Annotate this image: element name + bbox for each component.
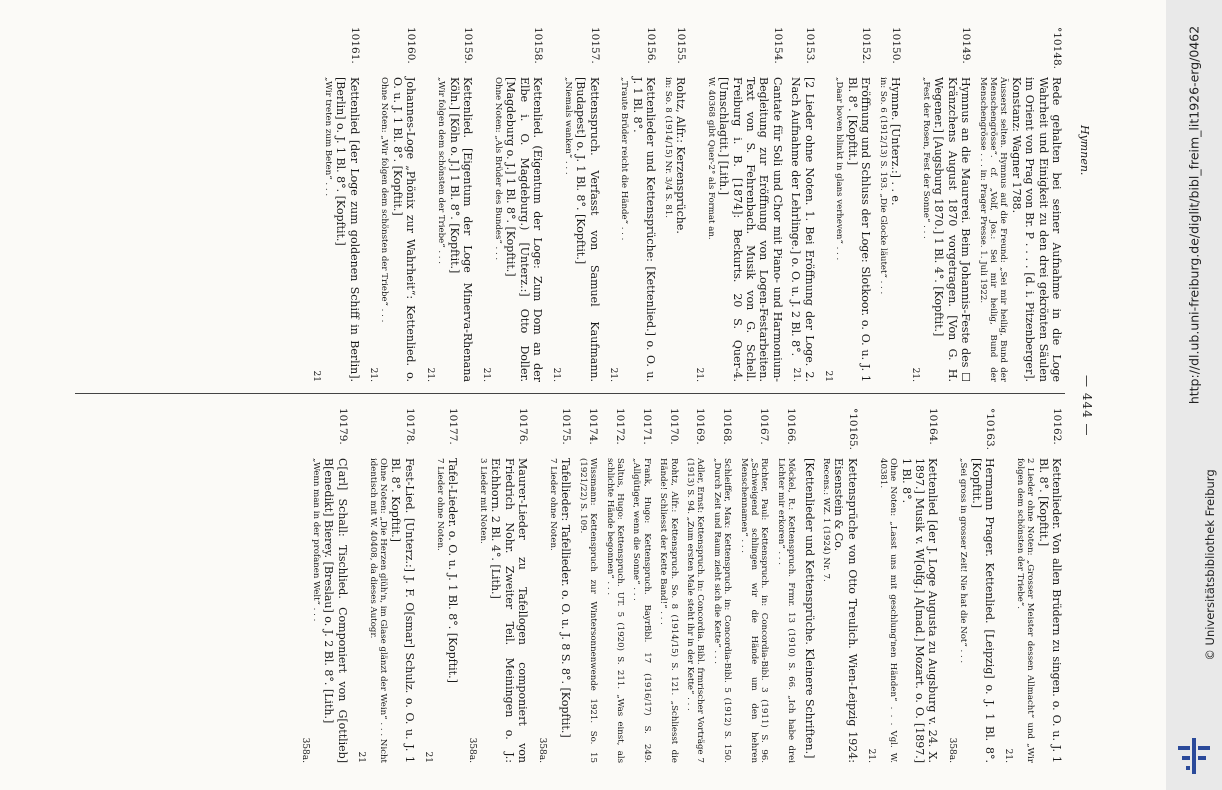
entry-number: 10164. bbox=[927, 408, 940, 445]
entry-number: 10149. bbox=[960, 27, 973, 64]
entry-note: in: So. 8 (1914/15) Nr. 3/4 S. 81. bbox=[662, 77, 673, 219]
entry-body bbox=[662, 77, 687, 382]
column-divider bbox=[75, 393, 1065, 394]
entry-text: Hermann Prager. Kettenlied. [Leipzig] o. J. 1 Bl. 8°. [Kopftit.] bbox=[969, 458, 996, 763]
rotated-page bbox=[63, 15, 1103, 775]
entry-note: Möckel, R.: Kettenspruch. Frmr. 13 (1910) S. 66. „Ich habe drei Lichter mir erkoren“ . . . bbox=[775, 458, 797, 763]
entry-text: Eröffnung und Schluss der Loge: Slotkoor. o. O. u. J. 1 Bl. 8°. [Kopftit.] bbox=[845, 77, 873, 382]
entry-number: °10148. bbox=[1051, 27, 1063, 69]
entry-note: Ohne Noten: „Wir folgen dem schönsten der Triebe“ . . . bbox=[379, 77, 390, 323]
entry-shelfmark: 21 bbox=[311, 370, 322, 382]
entry-note: „Traute Brüder reicht die Hände“ . . . bbox=[619, 77, 630, 241]
bibliography-entry bbox=[775, 408, 797, 763]
entry-body bbox=[464, 458, 529, 763]
bibliography-entry bbox=[421, 408, 459, 763]
entry-body bbox=[907, 77, 972, 382]
entry-note: „Daar boven blinkt in glans verheven“ . . . bbox=[834, 77, 845, 261]
bibliography-entry bbox=[606, 27, 658, 382]
bibliography-entry bbox=[549, 27, 601, 382]
entry-body bbox=[297, 458, 349, 763]
entry-number: 10171. bbox=[640, 408, 653, 445]
copyright-notice: © Universitätsbibliothek Freiburg bbox=[1203, 469, 1217, 661]
bibliography-entry bbox=[738, 408, 770, 763]
entry-body bbox=[577, 458, 599, 763]
entry-number: °10163. bbox=[983, 408, 996, 450]
entry-body bbox=[944, 458, 996, 763]
entry-note: Recens.: WZ. 1 (1924) Nr. 7. bbox=[821, 458, 832, 582]
entry-shelfmark: 358a. bbox=[299, 737, 310, 763]
entry-number: 10170. bbox=[667, 408, 680, 445]
bibliography-entry bbox=[577, 408, 599, 763]
entry-note: Rohtz, Alfr.: Kettenspruch. So. 8 (1914/15) S. 121. „Schliesst die Hände! Schliesst der Kette Band!“ . . . bbox=[658, 458, 679, 763]
source-url[interactable]: http://dl.ub.uni-freiburg.de/diglit/bibl_freim_lit1926-erg/0462 bbox=[1186, 25, 1202, 405]
bibliography-entry bbox=[802, 408, 815, 763]
left-column bbox=[304, 27, 1063, 382]
bibliography-entry bbox=[658, 408, 680, 763]
entry-number: 10152. bbox=[860, 27, 873, 64]
entry-note: Ohne Noten: „Als Brüder des Bundes“ . . . bbox=[492, 77, 503, 261]
entry-body bbox=[789, 77, 816, 382]
bibliography-entry bbox=[479, 27, 544, 382]
entry-body bbox=[606, 77, 658, 382]
entry-note: W. 40368 gibt Quer-2° als Format an. bbox=[705, 77, 716, 240]
bibliography-entry bbox=[864, 408, 939, 763]
bibliography-entry bbox=[977, 27, 1063, 382]
entry-note: Ohne Noten: „Die Herzen glüh'n, im Glase glänzt der Wein“ . . . Nicht identisch mit W. 40408, da dieses Autogr. bbox=[367, 458, 389, 763]
bibliography-entry bbox=[685, 408, 707, 763]
entry-note: Äusserst selten. Hymnus auf die Freund: „Sei mir heilig, Bund der Menschengrösse“. cf. „Volf, Jos.: Sei mir heilig, Bund der Menschengrösse . . . in: Prager Presse. 1. Juli 1922. bbox=[977, 77, 1009, 382]
entry-shelfmark: 21. bbox=[481, 367, 492, 382]
entry-text: Hymne. [Unterz.:] . . e. bbox=[889, 77, 903, 206]
entry-text: Maurer-Lieder zu Tafellogen componiert von Friedrich Nohr. Zweiter Teil. Meiningen o. J.: Eichhorn. 2 Bl. 4°. [Lith.] bbox=[489, 458, 530, 763]
bibliography-entry bbox=[1001, 408, 1063, 763]
entry-number: 10154. bbox=[771, 27, 784, 64]
entry-note: Saltus, Hugo: Kettenspruch. UT. 5 (1920) S. 211. „Was einst, als schlichte Hände begonnen“ . . . bbox=[604, 458, 625, 763]
entry-body bbox=[1001, 458, 1063, 763]
entry-number: 10150. bbox=[890, 27, 903, 64]
entry-shelfmark: 358a. bbox=[466, 737, 477, 763]
entry-body bbox=[821, 77, 873, 382]
entry-number: 10174. bbox=[587, 408, 600, 445]
entry-shelfmark: 21. bbox=[1003, 748, 1014, 763]
entry-note: „Sei gross in grosser Zeit! Nie hat die Not“ . . . bbox=[958, 458, 969, 664]
entry-text: Kettenlied. (Eigentum der Loge: Zum Dom an der Elbe i. O. Magdeburg.) [Unterz.:] Otto Doller. [Magdeburg o. J.] 1 Bl. 8°. [Kopftit.] bbox=[504, 77, 544, 382]
entry-body bbox=[977, 77, 1063, 382]
running-head: Hymnen. bbox=[1078, 125, 1091, 176]
entry-number: 10177. bbox=[447, 408, 460, 445]
entry-shelfmark: 21. bbox=[551, 367, 562, 382]
entry-shelfmark: 21. bbox=[608, 367, 618, 382]
bibliography-entry bbox=[366, 27, 418, 382]
entry-text: Kettenlieder und Kettensprüche: [Kettenlied.] o. O. u. J. 1 Bl. 8°. bbox=[630, 77, 658, 382]
entry-number: 10162. bbox=[1051, 408, 1063, 445]
entry-text: Fest-Lied. [Unterz.:] J. F. O[smar] Schulz. o. O. u. J. 1 Bl. 8°. Kopftit.] bbox=[389, 458, 416, 763]
entry-note: Schleiffer, Max: Kettenspruch. in: Concordia-Bibl. 5 (1912) S. 150. „Durch Zeit und Raum zieht sich die Kette“ . . . bbox=[711, 458, 733, 763]
bibliography-entry bbox=[711, 408, 733, 763]
entry-number: °10165. bbox=[846, 408, 859, 450]
entry-shelfmark: 21. bbox=[424, 367, 435, 382]
entry-body bbox=[354, 458, 416, 763]
entry-note: 7 Lieder ohne Noten. bbox=[547, 458, 558, 551]
bibliography-entry bbox=[464, 408, 529, 763]
entry-body bbox=[821, 458, 859, 763]
bibliography-entry bbox=[692, 27, 784, 382]
entry-text: Rohtz, Alfr.: Kerzensprüche. bbox=[674, 77, 688, 234]
entry-number: 10178. bbox=[403, 408, 416, 445]
bibliography-entry bbox=[821, 27, 873, 382]
library-logo-icon bbox=[1174, 736, 1214, 776]
entry-note: Adler, Ernst: Kettenspruch. in: Concordia. Bibl. frmrischer Vorträge 7 (1913) S. 94. „Zum ersten Male steht ihr in der Kette“ . . . bbox=[685, 458, 706, 763]
entry-note: in: So. 6 (1912/13) S. 193. „Die Glocke läutet“ . . . bbox=[877, 77, 888, 295]
bibliography-entry bbox=[604, 408, 626, 763]
entry-note: Frank, Hugo: Kettenspruch. BayrBbl. 17 (1916/17) S. 249. „Allgütiger, wenn die Sonne“ . . . bbox=[631, 458, 652, 763]
entry-body bbox=[802, 458, 815, 763]
entry-body bbox=[631, 458, 653, 763]
entry-number: 10176. bbox=[517, 408, 530, 445]
entry-number: 10166. bbox=[785, 408, 798, 445]
entry-body bbox=[309, 77, 361, 382]
entry-text: [Kettenlieder und Kettensprüche. Kleinere Schriften.] bbox=[802, 458, 816, 759]
entry-note: 2 Lieder ohne Noten: „Grosser Meister dessen Allmacht“ und „Wir folgen dem schönsten der Triebe“. bbox=[1014, 458, 1036, 763]
entry-note: „Niemals wanken“ . . . bbox=[562, 77, 573, 175]
entry-text: C[arl] Schall: Tischlied. Componiert von G[ottlieb] B[enedikt] Bierey. [Breslau] o. J. 2 Bl. 8°. [Lith.] bbox=[322, 458, 349, 763]
entry-note: „Wenn man in der profanen Welt“ . . . bbox=[311, 458, 322, 622]
bibliography-entry bbox=[944, 408, 996, 763]
bibliography-entry bbox=[789, 27, 816, 382]
entry-body bbox=[738, 458, 770, 763]
entry-text: Kettenlieder. Von allen Brüdern zu singen. o. O. u. J. 1 Bl. 8°. [Kopftit.] bbox=[1036, 458, 1063, 763]
bibliography-entry bbox=[877, 27, 902, 382]
entry-number: 10175. bbox=[560, 408, 573, 445]
entry-body bbox=[549, 77, 601, 382]
bibliography-entry bbox=[662, 27, 687, 382]
bibliography-entry bbox=[821, 408, 859, 763]
entry-body bbox=[711, 458, 733, 763]
bibliography-entry bbox=[309, 27, 361, 382]
bibliography-entry bbox=[354, 408, 416, 763]
entry-note: „Wir treten zum Beten“ . . . bbox=[322, 77, 333, 197]
entry-text: Rede gehalten bei seiner Aufnahme in die Loge Wahrheit und Einigkeit zu den drei gekrönten Säulen im Orient von Prag von Br. P . . . . [d. i. Pitzenberger]. Konstanz: Wagner 1788. bbox=[1009, 77, 1063, 382]
entry-note: Ohne Noten: „Lasst uns mit geschlung'nen Händen“ . . . Vgl. W. 40381. bbox=[877, 458, 899, 763]
entry-body bbox=[366, 77, 418, 382]
entry-number: 10167. bbox=[758, 408, 771, 445]
entry-shelfmark: 21. bbox=[694, 367, 705, 382]
entry-shelfmark: 358a. bbox=[946, 737, 957, 763]
entry-note: „Wir folgen dem schönsten der Triebe“ . . . bbox=[436, 77, 447, 264]
entry-text: Kettenspruch. Verfasst von Samuel Kaufmann. [Budapest] o. J. 1 Bl. 8°. [Kopftit.] bbox=[574, 77, 601, 382]
page-number: — 444 — bbox=[1080, 375, 1094, 437]
entry-body bbox=[422, 77, 474, 382]
entry-note: 3 Lieder mit Noten. bbox=[477, 458, 488, 544]
entry-text: [2 Lieder ohne Noten. 1. Bei Eröffnung der Loge. 2. Nach Aufnahme der Lehrlinge.] o. O. u. J. 2 Bl. 8°. bbox=[789, 77, 816, 382]
entry-text: Hymnus an die Maurerei. Beim Johannis-Feste des ☐ Kränzchens August 1870 vorgetragen. [Von G. H. Wegener.] [Augsburg 1870.] 1 Bl. 4°. [Kopftit.] bbox=[932, 77, 973, 382]
entry-number: 10172. bbox=[614, 408, 626, 445]
entry-body bbox=[692, 77, 784, 382]
entry-text: Kettenlied [der Loge zum goldenen Schiff in Berlin]. [Berlin] o. J. 1 Bl. 8°. [Kopftit.] bbox=[334, 77, 361, 382]
bibliography-entry bbox=[422, 27, 474, 382]
entry-number: 10168. bbox=[721, 408, 734, 445]
entry-number: 10160. bbox=[405, 27, 418, 64]
entry-text: Kettenlied [der J. Loge Augusta zu Augsburg v. 24. X. 1897.] Musik v. W[olfg.] A[mad.] Mozart. o. O. [1897.] 1 Bl. 8°. bbox=[899, 458, 940, 763]
entry-note: „Fest der Rosen, Fest der Sonne“ . . . bbox=[920, 77, 931, 239]
entry-body bbox=[877, 77, 902, 382]
entry-note: 7 Lieder ohne Noten. bbox=[434, 458, 445, 551]
entry-number: 10161. bbox=[348, 27, 361, 64]
entry-number: 10155. bbox=[675, 27, 688, 64]
entry-note: Wissmann: Kettenspruch zur Wintersonnenwende 1921. So. 15 (1921/22) S. 109. bbox=[577, 458, 599, 763]
entry-number: 10156. bbox=[645, 27, 658, 64]
entry-shelfmark: 21. bbox=[866, 748, 877, 763]
page-header bbox=[1075, 15, 1093, 775]
entry-text: Tafellieder: Tafellieder. o. O. u. J. 8 S. 8°. [Kopftit.] bbox=[559, 458, 573, 738]
entry-body bbox=[864, 458, 939, 763]
bibliography-entry bbox=[907, 27, 972, 382]
entry-shelfmark: 21 bbox=[356, 751, 367, 763]
entry-number: 10158. bbox=[531, 27, 544, 64]
entry-shelfmark: 358a. bbox=[536, 737, 547, 763]
entry-text: Kettenlied. [Eigentum der Loge Minerva-Rhenana Köln.] [Köln o. J.] 1 Bl. 8°. [Kopftit.] bbox=[447, 77, 474, 382]
entry-number: 10157. bbox=[588, 27, 601, 64]
bibliography-entry bbox=[534, 408, 572, 763]
entry-note: Richter, Paul: Kettenspruch. in: Concordia-Bibl. 3 (1911) S. 96. „Schweigend schlingen wir die Hände um den hehren Menschennamen“ . . . bbox=[738, 458, 770, 763]
entry-shelfmark: 21 bbox=[823, 370, 834, 382]
entry-body bbox=[421, 458, 459, 763]
bibliography-entry bbox=[297, 408, 349, 763]
entry-number bbox=[802, 408, 815, 458]
entry-text: Kettensprüche von Otto Treulich. Wien-Leipzig 1924: Eisenstein & Co. bbox=[832, 458, 859, 763]
right-column bbox=[292, 408, 1063, 763]
entry-number: 10169. bbox=[694, 408, 707, 445]
entry-body bbox=[775, 458, 797, 763]
entry-body bbox=[685, 458, 707, 763]
entry-number: 10153. bbox=[803, 27, 816, 64]
entry-body bbox=[534, 458, 572, 763]
entry-number: 10159. bbox=[461, 27, 474, 64]
entry-body bbox=[604, 458, 626, 763]
entry-number: 10179. bbox=[336, 408, 349, 445]
sidebar-strip bbox=[1166, 0, 1222, 790]
entry-text: Johannes-Loge „Phönix zur Wahrheit“: Kettenlied. o. O. u. J. 1 Bl. 8°. [Kopftit.] bbox=[390, 77, 418, 382]
entry-shelfmark: 21 bbox=[423, 751, 434, 763]
entry-shelfmark: 21. bbox=[909, 367, 920, 382]
entry-text: Cantate für Soli und Chor mit Piano- und Harmonium-Begleitung zur Eröffnung von Logen-Festarbeiten. Text von S. Fehrenbach. Musik von G. Schell. Freiburg i. B. [1874]: Beckurts. 20 S. Quer-4. [Umschlagtit.] [Lith.] bbox=[717, 77, 784, 382]
entry-text: Tafel-Lieder. o. O. u. J. 1 Bl. 8°. [Kopftit.] bbox=[446, 458, 460, 683]
bibliography-entry bbox=[631, 408, 653, 763]
entry-shelfmark: 21. bbox=[368, 367, 379, 382]
entry-body bbox=[479, 77, 544, 382]
entry-body bbox=[658, 458, 680, 763]
entry-shelfmark: 21. bbox=[791, 367, 802, 382]
